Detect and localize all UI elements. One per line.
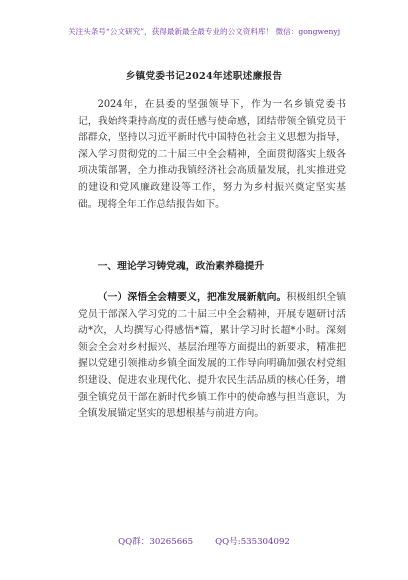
subsection-paragraph xyxy=(78,290,346,423)
footer-qq-group: QQ群：30265665 xyxy=(118,537,194,547)
footer xyxy=(0,535,408,547)
header-banner: 关注头条号“公文研究”，获得最新最全最专业的公文资料库！ 微信：gongwenyj xyxy=(67,27,341,36)
subsection-body: 积极组织全镇党员干部深入学习党的二十届三中全会精神，开展专题研讨活动*次，人均撰写心得感悟*篇，累计学习时长超*小时。深刻领会全会对乡村振兴、基层治理等方面提出的新要求，精准把握以党建引领推动乡镇全面发展的工作导向明确加强农村党组织建设、促进农业现代化、提升农民生活品质的核心任务，增强全镇党员干部在新时代乡镇工作中的使命感与担当意识，为全镇发展锚定坚实的思想根基与前进方向。 xyxy=(78,292,347,420)
subsection-heading: （一）深悟全会精要义，把准发展新航向。 xyxy=(97,292,287,303)
footer-qq-number: QQ号:535304092 xyxy=(215,537,290,547)
section-heading: 一、理论学习铸党魂，政治素养稳提升 xyxy=(97,261,265,272)
document-title: 乡镇党委书记2024年述职述廉报告 xyxy=(125,71,283,82)
intro-paragraph: 2024年，在县委的坚强领导下，作为一名乡镇党委书记，我始终秉持高度的责任感与使命感，团结带领全镇党员干部群众，坚持以习近平新时代中国特色社会主义思想为指导，深入学习贯彻党的二十届三中全会精神，全面贯彻落实上级各项决策部署，全力推动我镇经济社会高质量发展，扎实推进党的建设和党风廉政建设等工作，努力为乡村振兴奠定坚实基础。现将全年工作总结报告如下。 xyxy=(78,99,346,210)
